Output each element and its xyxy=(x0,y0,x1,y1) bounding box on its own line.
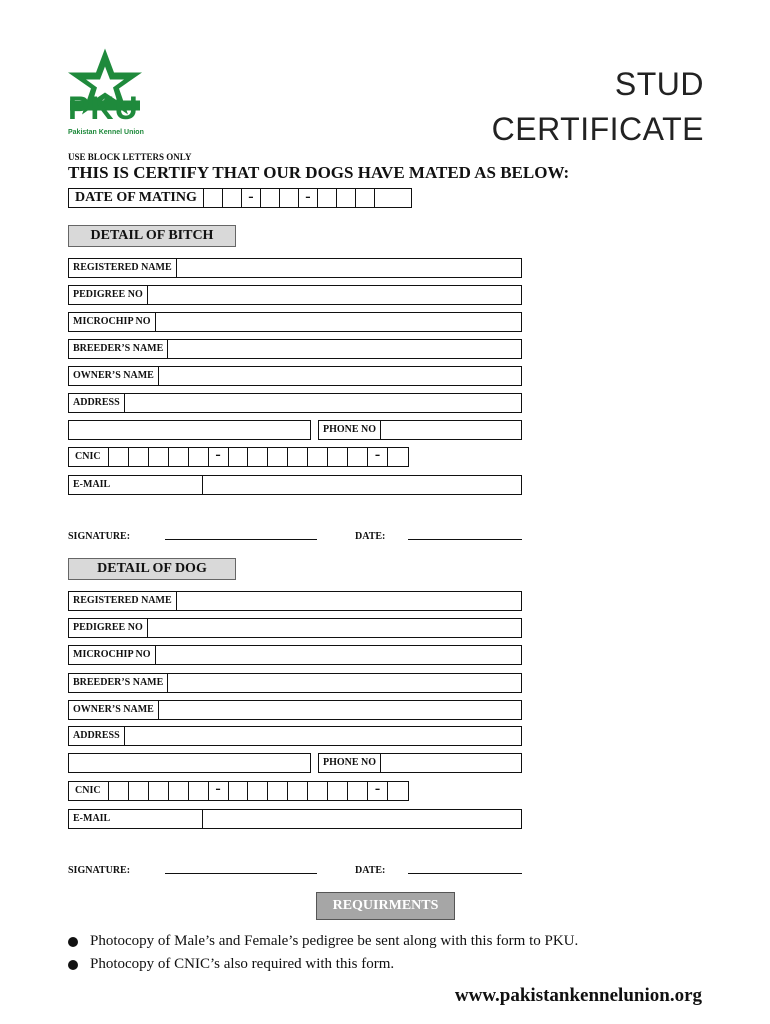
date-cell[interactable] xyxy=(375,189,394,207)
field-label: PHONE NO xyxy=(319,421,381,439)
list-item xyxy=(68,953,578,976)
field-label: REGISTERED NAME xyxy=(69,592,177,610)
field-input[interactable] xyxy=(203,476,521,494)
bitch-breeder-name-field[interactable] xyxy=(68,339,522,359)
bitch-section-heading: DETAIL OF BITCH xyxy=(68,225,236,247)
dog-pedigree-no-field[interactable] xyxy=(68,618,522,638)
field-label: PHONE NO xyxy=(319,754,381,772)
cnic-separator: - xyxy=(368,448,388,466)
field-input[interactable] xyxy=(159,701,521,719)
logo-abbr: PKU xyxy=(68,90,139,126)
field-input[interactable] xyxy=(203,810,521,828)
bitch-signature-label: SIGNATURE: xyxy=(68,531,131,542)
bullet-icon xyxy=(68,937,78,947)
bitch-signature-line[interactable] xyxy=(165,539,317,540)
date-cell[interactable] xyxy=(261,189,280,207)
cnic-separator: - xyxy=(209,448,229,466)
dog-cnic-field[interactable] xyxy=(68,781,409,801)
date-separator: - xyxy=(299,189,318,207)
cnic-cell[interactable] xyxy=(328,448,348,466)
requirements-heading: REQUIRMENTS xyxy=(316,892,455,920)
cnic-cell[interactable] xyxy=(248,448,268,466)
cnic-cell[interactable] xyxy=(248,782,268,800)
field-input[interactable] xyxy=(156,313,522,331)
dog-email-field[interactable] xyxy=(68,809,522,829)
field-label: E-MAIL xyxy=(69,810,203,828)
date-cell[interactable] xyxy=(356,189,375,207)
field-input[interactable] xyxy=(125,394,521,412)
bitch-microchip-no-field[interactable] xyxy=(68,312,522,332)
cnic-cell[interactable] xyxy=(169,782,189,800)
cnic-cell[interactable] xyxy=(129,448,149,466)
dog-address-line-2[interactable] xyxy=(68,753,311,773)
title-line-2: CERTIFICATE xyxy=(491,111,704,147)
dog-date-label: DATE: xyxy=(355,865,386,876)
field-input[interactable] xyxy=(125,727,521,745)
bitch-date-label: DATE: xyxy=(355,531,386,542)
dog-registered-name-field[interactable] xyxy=(68,591,522,611)
field-label: MICROCHIP NO xyxy=(69,313,156,331)
field-input[interactable] xyxy=(381,754,521,772)
field-input[interactable] xyxy=(148,286,521,304)
field-label: CNIC xyxy=(69,448,109,466)
cnic-cell[interactable] xyxy=(109,448,129,466)
instruction-text: USE BLOCK LETTERS ONLY xyxy=(68,152,192,162)
bitch-address-field[interactable] xyxy=(68,393,522,413)
cnic-cell[interactable] xyxy=(129,782,149,800)
cnic-cell[interactable] xyxy=(268,448,288,466)
field-input[interactable] xyxy=(156,646,522,664)
field-label: REGISTERED NAME xyxy=(69,259,177,277)
date-cell[interactable] xyxy=(337,189,356,207)
cnic-cell[interactable] xyxy=(288,448,308,466)
bitch-email-field[interactable] xyxy=(68,475,522,495)
field-label: MICROCHIP NO xyxy=(69,646,156,664)
field-label: ADDRESS xyxy=(69,727,125,745)
bitch-registered-name-field[interactable] xyxy=(68,258,522,278)
cnic-cell[interactable] xyxy=(189,448,209,466)
requirement-text: Photocopy of Male’s and Female’s pedigree be sent along with this form to PKU. xyxy=(90,933,579,949)
date-of-mating-field[interactable] xyxy=(68,188,412,208)
bullet-icon xyxy=(68,960,78,970)
bitch-pedigree-no-field[interactable] xyxy=(68,285,522,305)
cnic-cell[interactable] xyxy=(149,782,169,800)
field-label: BREEDER’S NAME xyxy=(69,340,168,358)
bitch-cnic-field[interactable] xyxy=(68,447,409,467)
cnic-cell[interactable] xyxy=(109,782,129,800)
field-input[interactable] xyxy=(168,340,521,358)
field-input[interactable] xyxy=(177,592,521,610)
bitch-address-line-2[interactable] xyxy=(68,420,311,440)
date-cell[interactable] xyxy=(223,189,242,207)
date-cell[interactable] xyxy=(204,189,223,207)
dog-phone-field[interactable] xyxy=(318,753,522,773)
field-input[interactable] xyxy=(168,674,521,692)
bitch-owner-name-field[interactable] xyxy=(68,366,522,386)
page-title xyxy=(492,62,704,152)
date-cell[interactable] xyxy=(318,189,337,207)
date-cell[interactable] xyxy=(280,189,299,207)
cnic-cell[interactable] xyxy=(288,782,308,800)
cnic-cell[interactable] xyxy=(328,782,348,800)
field-input[interactable] xyxy=(159,367,521,385)
dog-address-field[interactable] xyxy=(68,726,522,746)
cnic-separator: - xyxy=(368,782,388,800)
logo-name: Pakistan Kennel Union xyxy=(68,129,144,136)
field-label: PEDIGREE NO xyxy=(69,286,148,304)
dog-section-heading: DETAIL OF DOG xyxy=(68,558,236,580)
cnic-cell[interactable] xyxy=(229,782,249,800)
dog-owner-name-field[interactable] xyxy=(68,700,522,720)
field-label: OWNER’S NAME xyxy=(69,367,159,385)
field-label: BREEDER’S NAME xyxy=(69,674,168,692)
field-input[interactable] xyxy=(148,619,521,637)
cnic-cell[interactable] xyxy=(268,782,288,800)
date-of-mating-label: DATE OF MATING xyxy=(69,189,204,207)
cnic-cell[interactable] xyxy=(189,782,209,800)
cnic-cell[interactable] xyxy=(229,448,249,466)
dog-breeder-name-field[interactable] xyxy=(68,673,522,693)
bitch-date-line[interactable] xyxy=(408,539,522,540)
cnic-cell[interactable] xyxy=(348,782,368,800)
certify-statement: THIS IS CERTIFY THAT OUR DOGS HAVE MATED AS BELOW: xyxy=(68,163,570,182)
cnic-cell[interactable] xyxy=(388,782,408,800)
dog-signature-line[interactable] xyxy=(165,873,317,874)
field-input[interactable] xyxy=(381,421,521,439)
website-url: www.pakistankennelunion.org xyxy=(454,985,702,1006)
requirements-list xyxy=(68,930,578,976)
field-label: ADDRESS xyxy=(69,394,125,412)
cnic-cell[interactable] xyxy=(308,448,328,466)
cnic-cell[interactable] xyxy=(149,448,169,466)
dog-microchip-no-field[interactable] xyxy=(68,645,522,665)
dog-date-line[interactable] xyxy=(408,873,522,874)
date-separator: - xyxy=(242,189,261,207)
cnic-separator: - xyxy=(209,782,229,800)
cnic-cell[interactable] xyxy=(169,448,189,466)
field-input[interactable] xyxy=(177,259,521,277)
dog-signature-label: SIGNATURE: xyxy=(68,865,131,876)
field-label: E-MAIL xyxy=(69,476,203,494)
cnic-cell[interactable] xyxy=(388,448,408,466)
cnic-cell[interactable] xyxy=(308,782,328,800)
title-line-1: STUD xyxy=(614,66,704,102)
list-item xyxy=(68,930,578,953)
cnic-cell[interactable] xyxy=(348,448,368,466)
field-label: CNIC xyxy=(69,782,109,800)
requirement-text: Photocopy of CNIC’s also required with this form. xyxy=(90,956,395,972)
field-label: PEDIGREE NO xyxy=(69,619,148,637)
bitch-phone-field[interactable] xyxy=(318,420,522,440)
field-label: OWNER’S NAME xyxy=(69,701,159,719)
